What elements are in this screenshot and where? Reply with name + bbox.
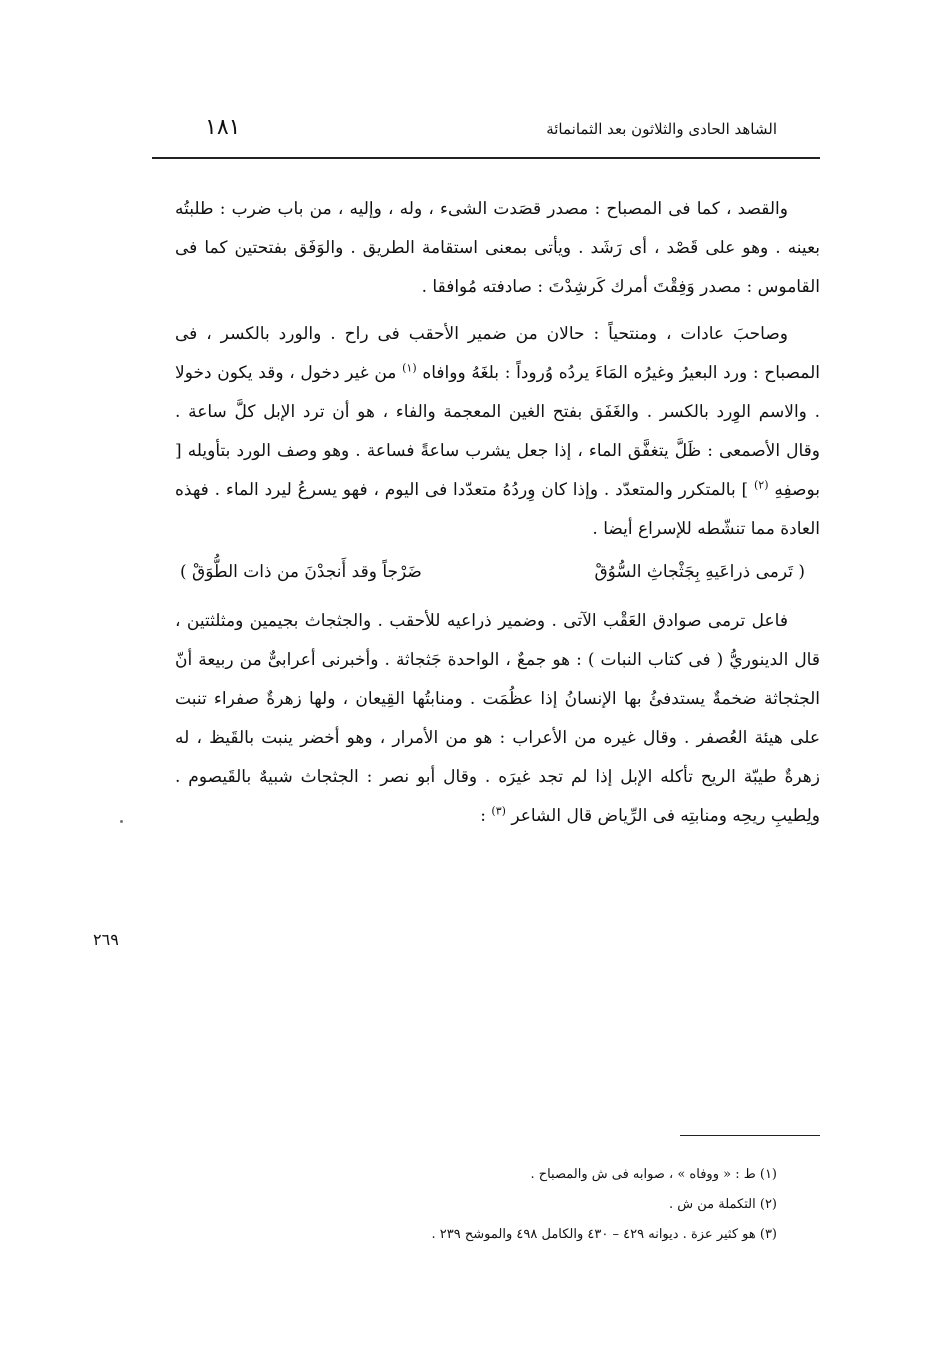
paragraph-text: ] بالمتكرر والمتعدّد . وإذا كان وِردُهُ متعدّدا فى اليوم ، فهو يسرعُ ليرد الماء . فهذه العادة مما تنشّطه للإسراع أيضا . <box>175 480 820 539</box>
footnote-rule <box>680 1135 820 1136</box>
footnotes <box>257 1160 777 1250</box>
footnote: (١) ط : « ووفاه » ، صوابه فى ش والمصباح . <box>530 1167 777 1182</box>
paragraph-text: وصاحبَ عادات ، ومنتحياً : حالان من ضمير الأحقب فى راح . والورد بالكسر ، فى المصباح : ورد البعيرُ وغيرُه المَاءَ يردُه وُروداً : بلغَهُ ووافاه <box>175 324 820 383</box>
paragraph <box>175 602 820 836</box>
paragraph: والقصد ، كما فى المصباح : مصدر قصَدت الشىء ، وله ، وإليه ، من باب ضرب : طلبتُه بعينه . وهو على قَصْد ، أى رَشَد . ويأتى بمعنى استقامة الطريق . والوَفَق بفتحتين كما فى القاموس : مصدر وَفِقْتَ أمرك كَرشِدْتَ : صادفته مُوافقا . <box>175 199 820 297</box>
verse-second-half: ضَرْجاً وقد أَنجدْنَ من ذات الطُّوَقْ ) <box>180 562 422 582</box>
running-title: الشاهد الحادى والثلاثون بعد الثمانمائة <box>546 120 777 138</box>
paragraph-text: من غير دخول ، وقد يكون دخولا . والاسم الوِرد بالكسر . والغَفَق بفتح الغين المعجمة والفاء ، هو أن ترد الإبل كلَّ ساعة . وقال الأصمعى : ظَلَّ يتغفَّق الماء ، إذا جعل يشرب ساعةً فساعة . وهو وصف الورد بتأويله [ بوصفِهِ <box>175 363 820 500</box>
footnote-ref: (٢) <box>753 478 769 492</box>
main-text <box>175 190 820 836</box>
header-rule <box>152 157 820 159</box>
paragraph-text: فاعل ترمى صوادق العَقْب الآتى . وضمير ذراعيه للأحقب . والجثجاث بجيمين ومثلثتين ، قال الدينوريُّ ( فى كتاب النبات ) : هو جمعٌ ، الواحدة جَثجاثة . وأخبرنى أعرابىٌّ من ربيعة أنّ الجثجاثة ضخمةٌ يستدفئُ بها الإنسانُ إذا عظُمَت . ومنابتُها القِيعان ، ولها زهرةٌ صفراء تنبت على هيئة العُصفر . وقال غيره من الأعراب : هو من الأمرار ، وهو أخضر ينبت بالقَيظ ، له زهرةٌ طيبّة الريح تأكله الإبل إذا لم تجد غيرَه . وقال أبو نصر : الجثجاث شبيهٌ بالقَيصوم . ولِطيبِ ريحِه ومنابتِه فى الرِّياض قال الشاعر <box>175 611 820 826</box>
paragraph-text: : <box>480 806 486 826</box>
footnote: (٢) التكملة من ش . <box>669 1197 777 1212</box>
print-speck <box>120 820 123 823</box>
footnote-ref: (٣) <box>491 804 506 818</box>
poetry-verse <box>175 553 820 592</box>
margin-number: ٢٦٩ <box>93 930 119 949</box>
footnote-ref: (١) <box>402 361 417 375</box>
paragraph <box>175 315 820 549</box>
footnote: (٣) هو كثير عزة . ديوانه ٤٢٩ – ٤٣٠ والكامل ٤٩٨ والموشح ٢٣٩ . <box>431 1227 777 1242</box>
page-number: ١٨١ <box>205 115 241 140</box>
verse-first-half: ( تَرمى ذراعَيهِ بِجَثْجاثِ السُّوُقْ <box>594 562 805 582</box>
